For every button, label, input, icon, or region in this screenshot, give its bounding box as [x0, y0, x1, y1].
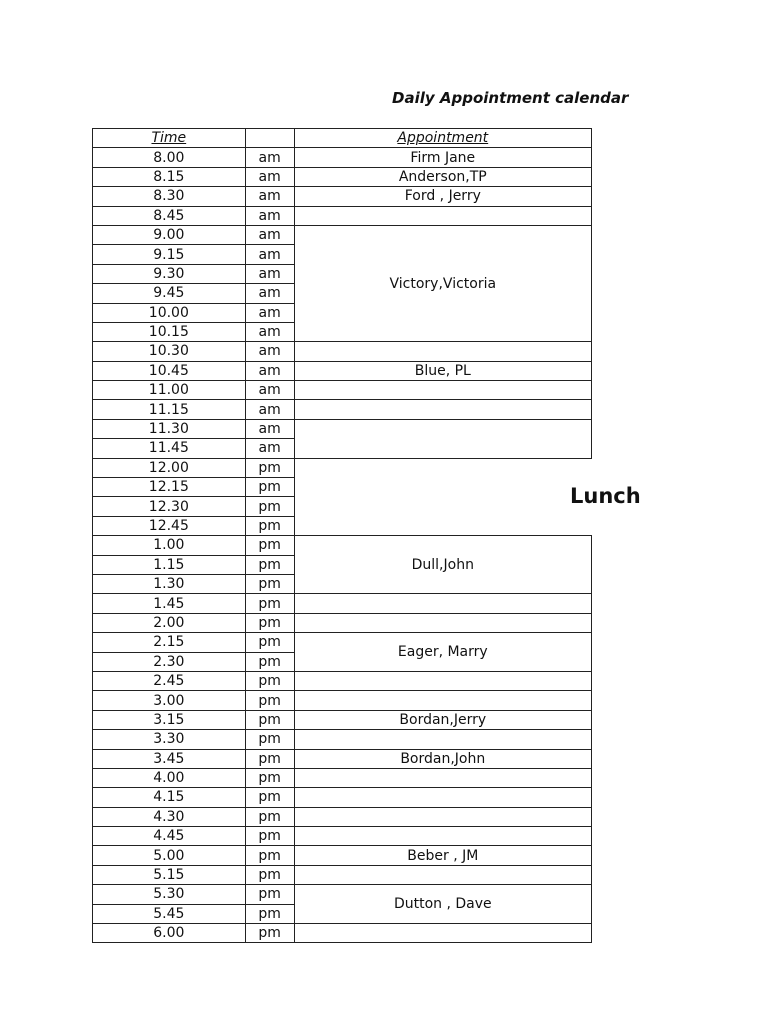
- time-slot-row: [93, 827, 592, 846]
- time-slot-row: [93, 400, 592, 419]
- period-cell[interactable]: pm: [245, 924, 294, 943]
- appointment-cell[interactable]: [294, 827, 591, 846]
- time-slot-row: [93, 225, 592, 244]
- time-cell[interactable]: 5.45: [93, 904, 246, 923]
- time-cell[interactable]: 8.45: [93, 206, 246, 225]
- period-cell[interactable]: am: [245, 148, 294, 167]
- time-cell[interactable]: 12.00: [93, 458, 246, 477]
- appointment-cell[interactable]: [294, 613, 591, 632]
- appointment-cell[interactable]: Firm Jane: [294, 148, 591, 167]
- time-slot-row: [93, 846, 592, 865]
- appointment-cell[interactable]: Eager, Marry: [294, 633, 591, 672]
- period-cell[interactable]: pm: [245, 865, 294, 884]
- period-cell[interactable]: pm: [245, 691, 294, 710]
- time-slot-row: [93, 419, 592, 438]
- time-cell[interactable]: 1.45: [93, 594, 246, 613]
- time-slot-row: [93, 710, 592, 729]
- period-cell[interactable]: pm: [245, 730, 294, 749]
- time-cell[interactable]: 12.45: [93, 516, 246, 535]
- period-cell[interactable]: pm: [245, 768, 294, 787]
- period-cell[interactable]: pm: [245, 516, 294, 535]
- time-cell[interactable]: 8.15: [93, 167, 246, 186]
- period-cell[interactable]: am: [245, 303, 294, 322]
- period-cell[interactable]: pm: [245, 536, 294, 555]
- time-slot-row: [93, 148, 592, 167]
- appointment-cell[interactable]: [294, 768, 591, 787]
- appointment-cell[interactable]: [294, 400, 591, 419]
- time-slot-row: [93, 924, 592, 943]
- period-cell[interactable]: am: [245, 400, 294, 419]
- appointment-cell[interactable]: [294, 206, 591, 225]
- appointment-cell[interactable]: [294, 865, 591, 884]
- time-cell[interactable]: 10.45: [93, 361, 246, 380]
- appointment-cell[interactable]: Anderson,TP: [294, 167, 591, 186]
- period-cell[interactable]: am: [245, 342, 294, 361]
- time-cell[interactable]: 9.00: [93, 225, 246, 244]
- time-slot-row: [93, 381, 592, 400]
- appointment-cell[interactable]: Victory,Victoria: [294, 225, 591, 341]
- period-cell[interactable]: pm: [245, 904, 294, 923]
- period-cell[interactable]: am: [245, 264, 294, 283]
- time-cell[interactable]: 5.00: [93, 846, 246, 865]
- time-cell[interactable]: 3.30: [93, 730, 246, 749]
- time-cell[interactable]: 3.45: [93, 749, 246, 768]
- time-cell[interactable]: 2.00: [93, 613, 246, 632]
- period-cell[interactable]: am: [245, 361, 294, 380]
- period-cell[interactable]: am: [245, 381, 294, 400]
- header-period: [245, 129, 294, 148]
- period-cell[interactable]: pm: [245, 671, 294, 690]
- time-slot-row: [93, 730, 592, 749]
- time-cell[interactable]: 11.15: [93, 400, 246, 419]
- appointment-cell[interactable]: [294, 788, 591, 807]
- time-cell[interactable]: 12.30: [93, 497, 246, 516]
- time-slot-row: [93, 633, 592, 652]
- period-cell[interactable]: pm: [245, 652, 294, 671]
- period-cell[interactable]: pm: [245, 555, 294, 574]
- header-appointment: Appointment: [294, 129, 591, 148]
- period-cell[interactable]: pm: [245, 478, 294, 497]
- period-cell[interactable]: pm: [245, 788, 294, 807]
- period-cell[interactable]: am: [245, 284, 294, 303]
- time-slot-row: [93, 749, 592, 768]
- time-cell[interactable]: 10.15: [93, 322, 246, 341]
- period-cell[interactable]: pm: [245, 594, 294, 613]
- time-cell[interactable]: 10.00: [93, 303, 246, 322]
- period-cell[interactable]: am: [245, 167, 294, 186]
- period-cell[interactable]: pm: [245, 710, 294, 729]
- appointment-cell[interactable]: Blue, PL: [294, 361, 591, 380]
- time-slot-row: [93, 671, 592, 690]
- time-slot-row: [93, 594, 592, 613]
- time-slot-row: [93, 167, 592, 186]
- appointment-cell[interactable]: [294, 342, 591, 361]
- appointment-cell[interactable]: Ford , Jerry: [294, 187, 591, 206]
- appointment-cell[interactable]: Bordan,John: [294, 749, 591, 768]
- time-cell[interactable]: 11.30: [93, 419, 246, 438]
- time-cell[interactable]: 9.15: [93, 245, 246, 264]
- time-cell[interactable]: 1.00: [93, 536, 246, 555]
- time-cell[interactable]: 3.15: [93, 710, 246, 729]
- appointment-cell[interactable]: Beber , JM: [294, 846, 591, 865]
- period-cell[interactable]: pm: [245, 613, 294, 632]
- period-cell[interactable]: am: [245, 419, 294, 438]
- time-slot-row: [93, 536, 592, 555]
- time-slot-row: [93, 206, 592, 225]
- appointment-cell[interactable]: [294, 807, 591, 826]
- time-cell[interactable]: 11.45: [93, 439, 246, 458]
- time-cell[interactable]: 5.30: [93, 885, 246, 904]
- period-cell[interactable]: am: [245, 439, 294, 458]
- appointment-cell[interactable]: [294, 419, 591, 458]
- period-cell[interactable]: am: [245, 225, 294, 244]
- time-cell[interactable]: 4.15: [93, 788, 246, 807]
- time-slot-row: [93, 613, 592, 632]
- time-slot-row: [93, 788, 592, 807]
- time-cell[interactable]: 6.00: [93, 924, 246, 943]
- appointment-cell[interactable]: [294, 594, 591, 613]
- time-slot-row: [93, 865, 592, 884]
- period-cell[interactable]: pm: [245, 827, 294, 846]
- appointment-cell[interactable]: Bordan,Jerry: [294, 710, 591, 729]
- period-cell[interactable]: am: [245, 187, 294, 206]
- period-cell[interactable]: pm: [245, 497, 294, 516]
- time-cell[interactable]: 10.30: [93, 342, 246, 361]
- time-slot-row: [93, 458, 592, 477]
- period-cell[interactable]: pm: [245, 633, 294, 652]
- appointment-cell[interactable]: [294, 671, 591, 690]
- time-slot-row: [93, 807, 592, 826]
- time-slot-row: [93, 691, 592, 710]
- appointment-cell[interactable]: Dutton , Dave: [294, 885, 591, 924]
- time-cell[interactable]: 11.00: [93, 381, 246, 400]
- header-row: [93, 129, 592, 148]
- time-cell[interactable]: 1.15: [93, 555, 246, 574]
- period-cell[interactable]: pm: [245, 807, 294, 826]
- page-title: Daily Appointment calendar: [392, 89, 629, 107]
- time-cell[interactable]: 8.30: [93, 187, 246, 206]
- time-cell[interactable]: 8.00: [93, 148, 246, 167]
- time-slot-row: [93, 768, 592, 787]
- appointment-cell[interactable]: [294, 381, 591, 400]
- time-cell[interactable]: 2.45: [93, 671, 246, 690]
- time-cell[interactable]: 4.45: [93, 827, 246, 846]
- time-slot-row: [93, 342, 592, 361]
- period-cell[interactable]: am: [245, 322, 294, 341]
- period-cell[interactable]: pm: [245, 574, 294, 593]
- time-cell[interactable]: 1.30: [93, 574, 246, 593]
- time-cell[interactable]: 2.30: [93, 652, 246, 671]
- period-cell[interactable]: pm: [245, 885, 294, 904]
- time-cell[interactable]: 5.15: [93, 865, 246, 884]
- time-cell[interactable]: 9.45: [93, 284, 246, 303]
- time-cell[interactable]: 3.00: [93, 691, 246, 710]
- time-cell[interactable]: 9.30: [93, 264, 246, 283]
- time-slot-row: [93, 885, 592, 904]
- period-cell[interactable]: pm: [245, 846, 294, 865]
- appointment-cell[interactable]: [294, 730, 591, 749]
- time-cell[interactable]: 2.15: [93, 633, 246, 652]
- period-cell[interactable]: am: [245, 206, 294, 225]
- period-cell[interactable]: pm: [245, 749, 294, 768]
- header-time: Time: [93, 129, 246, 148]
- appointment-cell[interactable]: [294, 924, 591, 943]
- lunch-label: Lunch: [570, 484, 641, 508]
- appointment-cell[interactable]: [294, 691, 591, 710]
- time-cell[interactable]: 12.15: [93, 478, 246, 497]
- period-cell[interactable]: am: [245, 245, 294, 264]
- appointment-cell[interactable]: Dull,John: [294, 536, 591, 594]
- period-cell[interactable]: pm: [245, 458, 294, 477]
- time-slot-row: [93, 187, 592, 206]
- time-slot-row: [93, 361, 592, 380]
- time-cell[interactable]: 4.00: [93, 768, 246, 787]
- time-cell[interactable]: 4.30: [93, 807, 246, 826]
